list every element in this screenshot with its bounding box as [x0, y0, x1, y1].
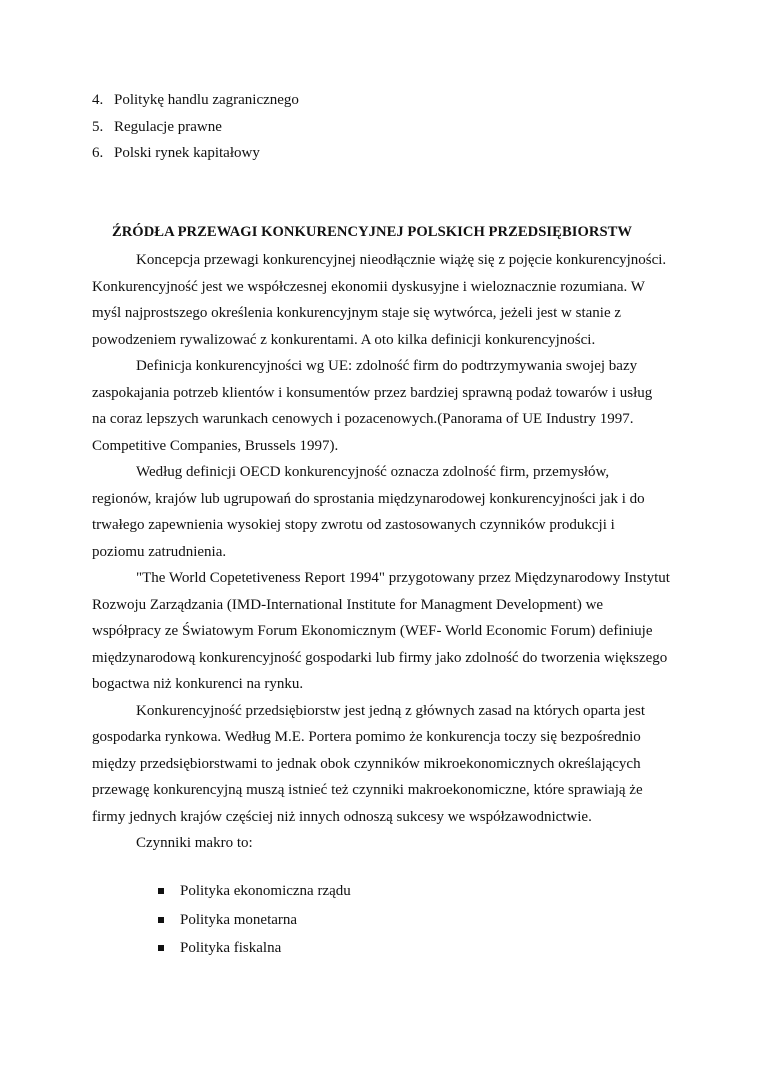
bullet-item	[158, 879, 351, 908]
list-item-number: 5.	[92, 118, 104, 135]
list-item-number: 4.	[92, 92, 104, 108]
paragraph: Konkurencyjność przedsiębiorstw jest jedną z głównych zasad na których oparta jest gospodarka rynkowa. Według M.E. Portera pomimo że konkurencja toczy się bezpośrednio między przedsiębiorstwami to jednak obok czynników mikroekonomicznych określających przewagę konkurencyjną muszą istnieć też czynniki makroekonomiczne, które sprawiają że firmy jednych krajów częściej niż innych odnoszą sukcesy we współzawodnictwie.	[92, 702, 646, 825]
bullet-item-text: Polityka ekonomiczna rządu	[180, 883, 351, 899]
body-text	[92, 247, 670, 857]
bullet-item	[158, 908, 351, 937]
list-item	[92, 89, 652, 116]
paragraph: Według definicji OECD konkurencyjność oznacza zdolność firm, przemysłów, regionów, krajów lub ugrupowań do sprostania międzynarodowej konkurencyjności jak i do trwałego zapewnienia wysokiej stopy zwrotu od zastosowanych czynników produkcji i poziomu zatrudnienia.	[92, 464, 645, 560]
paragraph: Czynniki makro to:	[136, 835, 253, 851]
list-item-text: Regulacje prawne	[114, 118, 222, 135]
paragraph: Koncepcja przewagi konkurencyjnej nieodłącznie wiążę się z pojęcie konkurencyjności. Konkurencyjność jest we współczesnej ekonomii dyskusyjne i wieloznacznie rozumiana. W myśl najprostszego określenia konkurencyjnym staje się wytwórca, jeżeli jest w stanie z powodzeniem rywalizować z konkurentami. A oto kilka definicji konkurencyjności.	[92, 252, 667, 348]
section-heading: ŹRÓDŁA PRZEWAGI KONKURENCYJNEJ POLSKICH PRZEDSIĘBIORSTW	[111, 224, 633, 240]
square-bullet-icon	[158, 945, 164, 951]
numbered-list	[92, 89, 652, 169]
square-bullet-icon	[158, 917, 164, 923]
list-item-text: Politykę handlu zagranicznego	[114, 92, 299, 108]
list-item	[92, 142, 652, 169]
list-item-number: 6.	[92, 145, 104, 161]
bullet-list	[158, 879, 351, 965]
list-item	[92, 116, 652, 143]
paragraph: "The World Copetetiveness Report 1994" przygotowany przez Międzynarodowy Instytut Rozwoju Zarządzania (IMD-International Institute for Managment Development) we współpracy ze Światowym Forum Ekonomicznym (WEF- World Economic Forum) definiuje międzynarodową konkurencyjność gospodarki lub firmy jako zdolność do tworzenia większego bogactwa niż konkurenci na rynku.	[92, 570, 670, 692]
list-item-text: Polski rynek kapitałowy	[114, 145, 260, 161]
bullet-item-text: Polityka fiskalna	[180, 940, 282, 956]
paragraph: Definicja konkurencyjności wg UE: zdolność firm do podtrzymywania swojej bazy zaspokajania potrzeb klientów i konsumentów przez bardziej sprawną podaż towarów i usług na coraz lepszych warunkach cenowych i pozacenowych.(Panorama of UE Industry 1997. Competitive Companies, Brussels 1997).	[92, 358, 653, 454]
bullet-item	[158, 936, 351, 965]
square-bullet-icon	[158, 888, 164, 894]
bullet-item-text: Polityka monetarna	[180, 911, 298, 928]
